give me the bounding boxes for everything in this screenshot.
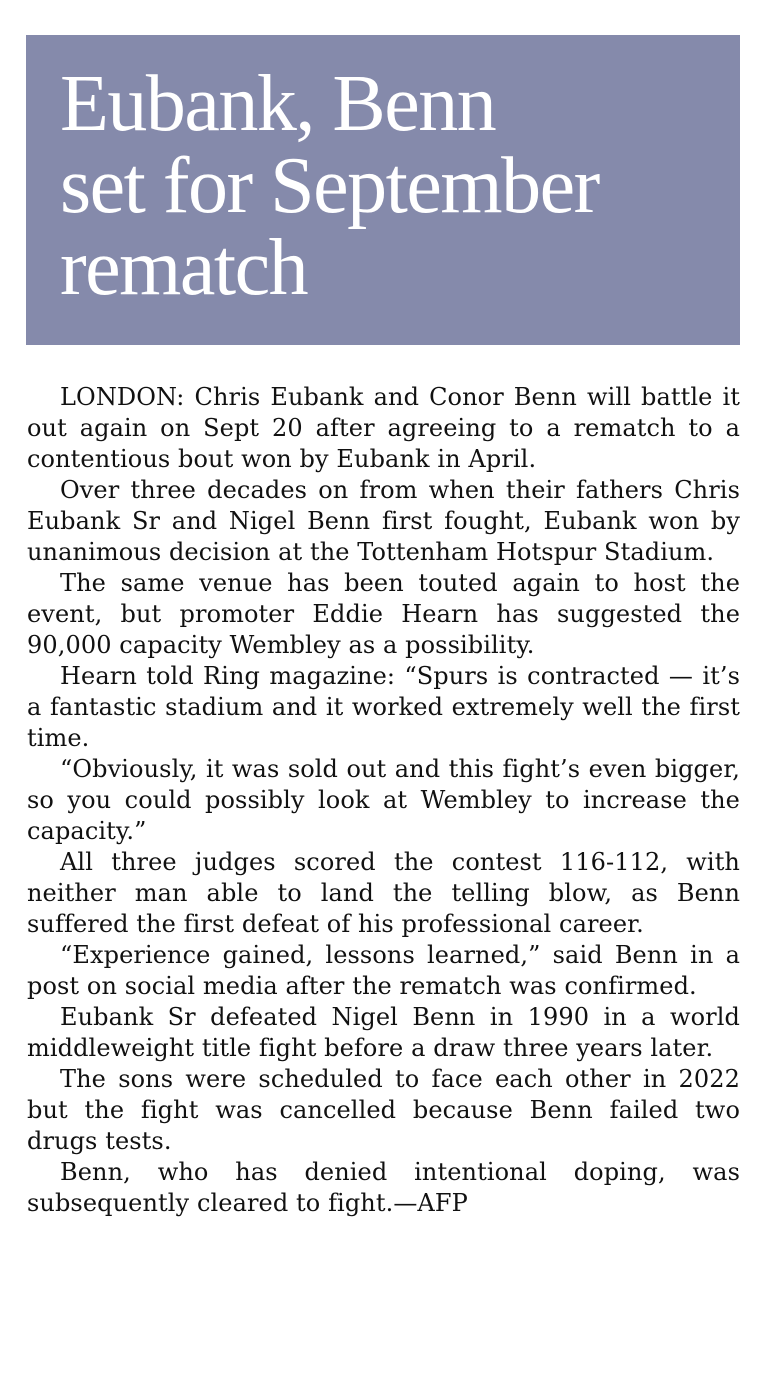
article-paragraph: “Obviously, it was sold out and this fight’s even bigger, so you could possibly look at Wembley to increase the capacity.” <box>27 755 740 845</box>
headline-banner <box>26 35 740 345</box>
article-paragraph: All three judges scored the contest 116-112, with neither man able to land the telling blow, as Benn suffered the first defeat of his professional career. <box>27 848 740 938</box>
article-paragraph: The sons were scheduled to face each other in 2022 but the fight was cancelled because Benn failed two drugs tests. <box>27 1065 740 1155</box>
headline <box>60 60 720 312</box>
headline-line-3: rematch <box>60 224 308 312</box>
article-paragraph: “Experience gained, lessons learned,” said Benn in a post on social media after the rematch was confirmed. <box>27 941 740 1000</box>
article-paragraph: The same venue has been touted again to host the event, but promoter Eddie Hearn has suggested the 90,000 capacity Wembley as a possibility. <box>27 569 740 659</box>
headline-line-1: Eubank, Benn <box>60 60 496 148</box>
article-paragraph: LONDON: Chris Eubank and Conor Benn will battle it out again on Sept 20 after agreeing to a rematch to a contentious bout won by Eubank in April. <box>27 383 740 473</box>
article-body <box>27 382 740 1219</box>
article-paragraph: Eubank Sr defeated Nigel Benn in 1990 in a world middleweight title fight before a draw three years later. <box>27 1003 740 1062</box>
article-paragraph: Hearn told Ring magazine: “Spurs is contracted — it’s a fantastic stadium and it worked extremely well the first time. <box>27 662 740 752</box>
article-paragraph: Over three decades on from when their fathers Chris Eubank Sr and Nigel Benn first fought, Eubank won by unanimous decision at the Tottenham Hotspur Stadium. <box>27 476 740 566</box>
article-paragraph: Benn, who has denied intentional doping, was subsequently cleared to fight.—AFP <box>27 1158 740 1217</box>
headline-line-2: set for September <box>60 142 599 230</box>
